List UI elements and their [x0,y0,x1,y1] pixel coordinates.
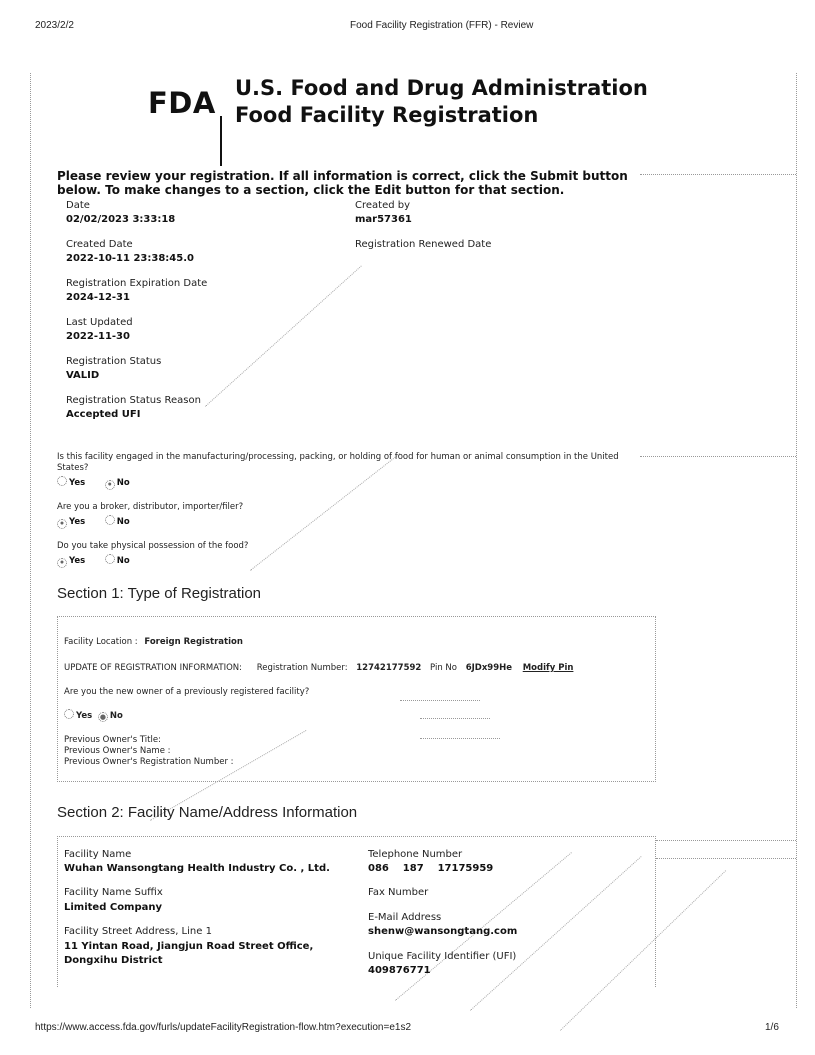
registration-number-value: 12742177592 [356,663,422,673]
section2-title: Section 2: Facility Name/Address Information [57,804,358,821]
created-date-label: Created Date [66,239,133,250]
new-owner-options [64,709,123,722]
modify-pin-link[interactable]: Modify Pin [522,663,574,673]
fda-logo: FDA [148,86,216,120]
street-address-label: Facility Street Address, Line 1 [64,926,212,937]
print-date: 2023/2/2 [35,20,74,31]
review-instructions: Please review your registration. If all information is correct, click the Submit button below. To make changes to a section, click the Edit button for that section. [57,169,628,197]
update-label: UPDATE OF REGISTRATION INFORMATION: [64,663,243,673]
page-title: Food Facility Registration [235,103,539,127]
last-updated-value: 2022-11-30 [66,331,130,342]
radio-selected-icon[interactable]: ● [57,519,67,529]
facility-suffix-label: Facility Name Suffix [64,887,163,898]
street-address-line1: 11 Yintan Road, Jiangjun Road Street Office, [64,941,314,952]
facility-name-label: Facility Name [64,849,132,860]
question-broker-options [57,515,130,529]
print-title: Food Facility Registration (FFR) - Review [350,20,534,31]
logo-divider [220,116,222,166]
date-value: 02/02/2023 3:33:18 [66,214,176,225]
radio-selected-icon[interactable]: ● [99,713,106,721]
radio-yes-icon[interactable] [57,476,67,486]
renewed-date-label: Registration Renewed Date [355,239,492,250]
status-reason-value: Accepted UFI [66,409,141,420]
fax-label: Fax Number [368,887,429,898]
section1-title: Section 1: Type of Registration [57,585,262,602]
radio-no-icon[interactable] [105,515,115,525]
ufi-label: Unique Facility Identifier (UFI) [368,951,517,962]
no-option-label: No [116,478,130,488]
created-date-value: 2022-10-11 23:38:45.0 [66,253,194,264]
previous-owner-registration: Previous Owner's Registration Number : [64,757,234,767]
question-broker: Are you a broker, distributor, importer/filer? [57,502,244,512]
yes-option-label: Yes [69,478,86,488]
previous-owner-name: Previous Owner's Name : [64,746,171,756]
status-label: Registration Status [66,356,162,367]
yes-option-label: Yes [69,517,86,527]
telephone-value: 086 187 17175959 [368,863,494,874]
no-option-label: No [116,556,130,566]
section2-box [57,836,656,987]
question-possession-options [57,554,130,568]
registration-number-label: Registration Number: [256,663,348,673]
ufi-value: 409876771 [368,965,431,976]
no-option-label: No [109,711,123,721]
status-reason-label: Registration Status Reason [66,395,201,406]
no-option-label: No [116,517,130,527]
expiration-date-value: 2024-12-31 [66,292,130,303]
expiration-date-label: Registration Expiration Date [66,278,208,289]
agency-name: U.S. Food and Drug Administration [235,76,648,100]
facility-location-value: Foreign Registration [144,637,243,647]
question-engaged-options [57,476,130,490]
pin-label: Pin No [430,663,457,673]
status-value: VALID [66,370,100,381]
email-label: E-Mail Address [368,912,442,923]
new-owner-question: Are you the new owner of a previously registered facility? [64,687,310,697]
last-updated-label: Last Updated [66,317,133,328]
question-possession: Do you take physical possession of the food? [57,541,249,551]
pin-value: 6JDx99He [465,663,513,673]
section1-box [57,616,656,782]
date-label: Date [66,200,90,211]
facility-suffix-value: Limited Company [64,902,163,913]
facility-location-label: Facility Location : [64,637,138,647]
previous-owner-title: Previous Owner's Title: [64,735,161,745]
created-by-value: mar57361 [355,214,412,225]
print-url: https://www.access.fda.gov/furls/updateFacilityRegistration-flow.htm?execution=e1s2 [35,1022,412,1033]
radio-yes-icon[interactable] [64,709,74,719]
created-by-label: Created by [355,200,411,211]
question-engaged: Is this facility engaged in the manufacturing/processing, packing, or holding of food for human or animal consumption in the United States? [57,452,619,473]
telephone-label: Telephone Number [368,849,463,860]
print-page-number: 1/6 [765,1022,779,1033]
yes-option-label: Yes [76,711,93,721]
facility-name-value: Wuhan Wansongtang Health Industry Co. , Ltd. [64,863,330,874]
facility-location-row [64,637,243,647]
update-row [64,663,573,673]
street-address-line2: Dongxihu District [64,955,163,966]
email-value: shenw@wansongtang.com [368,926,518,937]
radio-selected-icon[interactable]: ● [57,558,67,568]
radio-selected-icon[interactable]: ● [105,480,115,490]
yes-option-label: Yes [69,556,86,566]
radio-no-icon[interactable] [105,554,115,564]
